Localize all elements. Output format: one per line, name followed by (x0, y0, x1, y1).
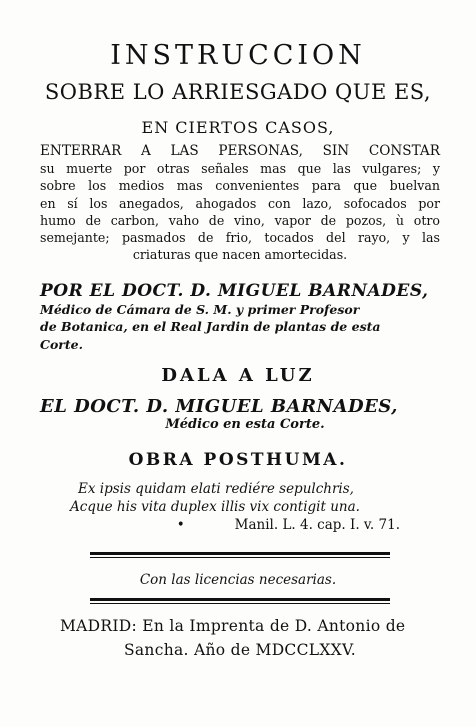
dala-a-luz: DALA A LUZ (161, 365, 315, 386)
imprint-line: Sancha. Año de MDCCLXXV. (123, 641, 357, 659)
subject-line: semejante; pasmados de frio, tocados del rayo, y las (40, 230, 440, 246)
imprint-block (60, 614, 420, 662)
licencias-line: Con las licencias necesarias. (139, 572, 337, 588)
author-name: POR EL DOCT. D. MIGUEL BARNADES, (40, 281, 429, 301)
epigraph (70, 480, 400, 534)
obra-posthuma: OBRA POSTHUMA. (128, 450, 348, 470)
rule-thick (90, 552, 390, 555)
subject-line: humo de carbon, vaho de vino, vapor de pozos, ù otro (40, 212, 440, 228)
subject-line: su muerte por otras señales mas que las vulgares; y (40, 161, 440, 177)
imprint-line: MADRID: En la Imprenta de D. Antonio de (60, 617, 406, 635)
ornamental-rule (90, 598, 390, 604)
subject-line: sobre los medios mas convenientes para que buelvan (40, 178, 440, 194)
subject-line: en sí los anegados, ahogados con lazo, sofocados por (40, 195, 440, 211)
bullet-icon: • (176, 517, 185, 533)
author-block (40, 283, 450, 353)
subject-paragraph (40, 143, 440, 263)
title-line-3: EN CIERTOS CASOS, (141, 118, 335, 137)
ornamental-rule (90, 552, 390, 558)
subject-line: ENTERRAR A LAS PERSONAS, SIN CONSTAR (40, 143, 440, 159)
editor-block (40, 396, 450, 432)
title-line-1: INSTRUCCION (110, 40, 366, 71)
author-title: Corte. (40, 336, 83, 352)
rule-thin (90, 603, 390, 604)
editor-name: EL DOCT. D. MIGUEL BARNADES, (40, 396, 398, 417)
epigraph-citation: Manil. L. 4. cap. I. v. 71. (234, 517, 400, 533)
author-title: Médico de Cámara de S. M. y primer Profesor (40, 301, 360, 317)
author-title: de Botanica, en el Real Jardin de plantas de esta (40, 319, 381, 334)
rule-thin (90, 557, 390, 558)
editor-title: Médico en esta Corte. (165, 417, 325, 432)
rule-thick (90, 598, 390, 601)
subject-line: criaturas que nacen amortecidas. (132, 247, 348, 263)
epigraph-line: Acque his vita duplex illis vix contigit una. (70, 499, 360, 515)
title-line-2: SOBRE LO ARRIESGADO QUE ES, (44, 80, 432, 104)
epigraph-line: Ex ipsis quidam elati rediére sepulchris, (78, 481, 354, 497)
epigraph-citation-row (70, 516, 400, 534)
